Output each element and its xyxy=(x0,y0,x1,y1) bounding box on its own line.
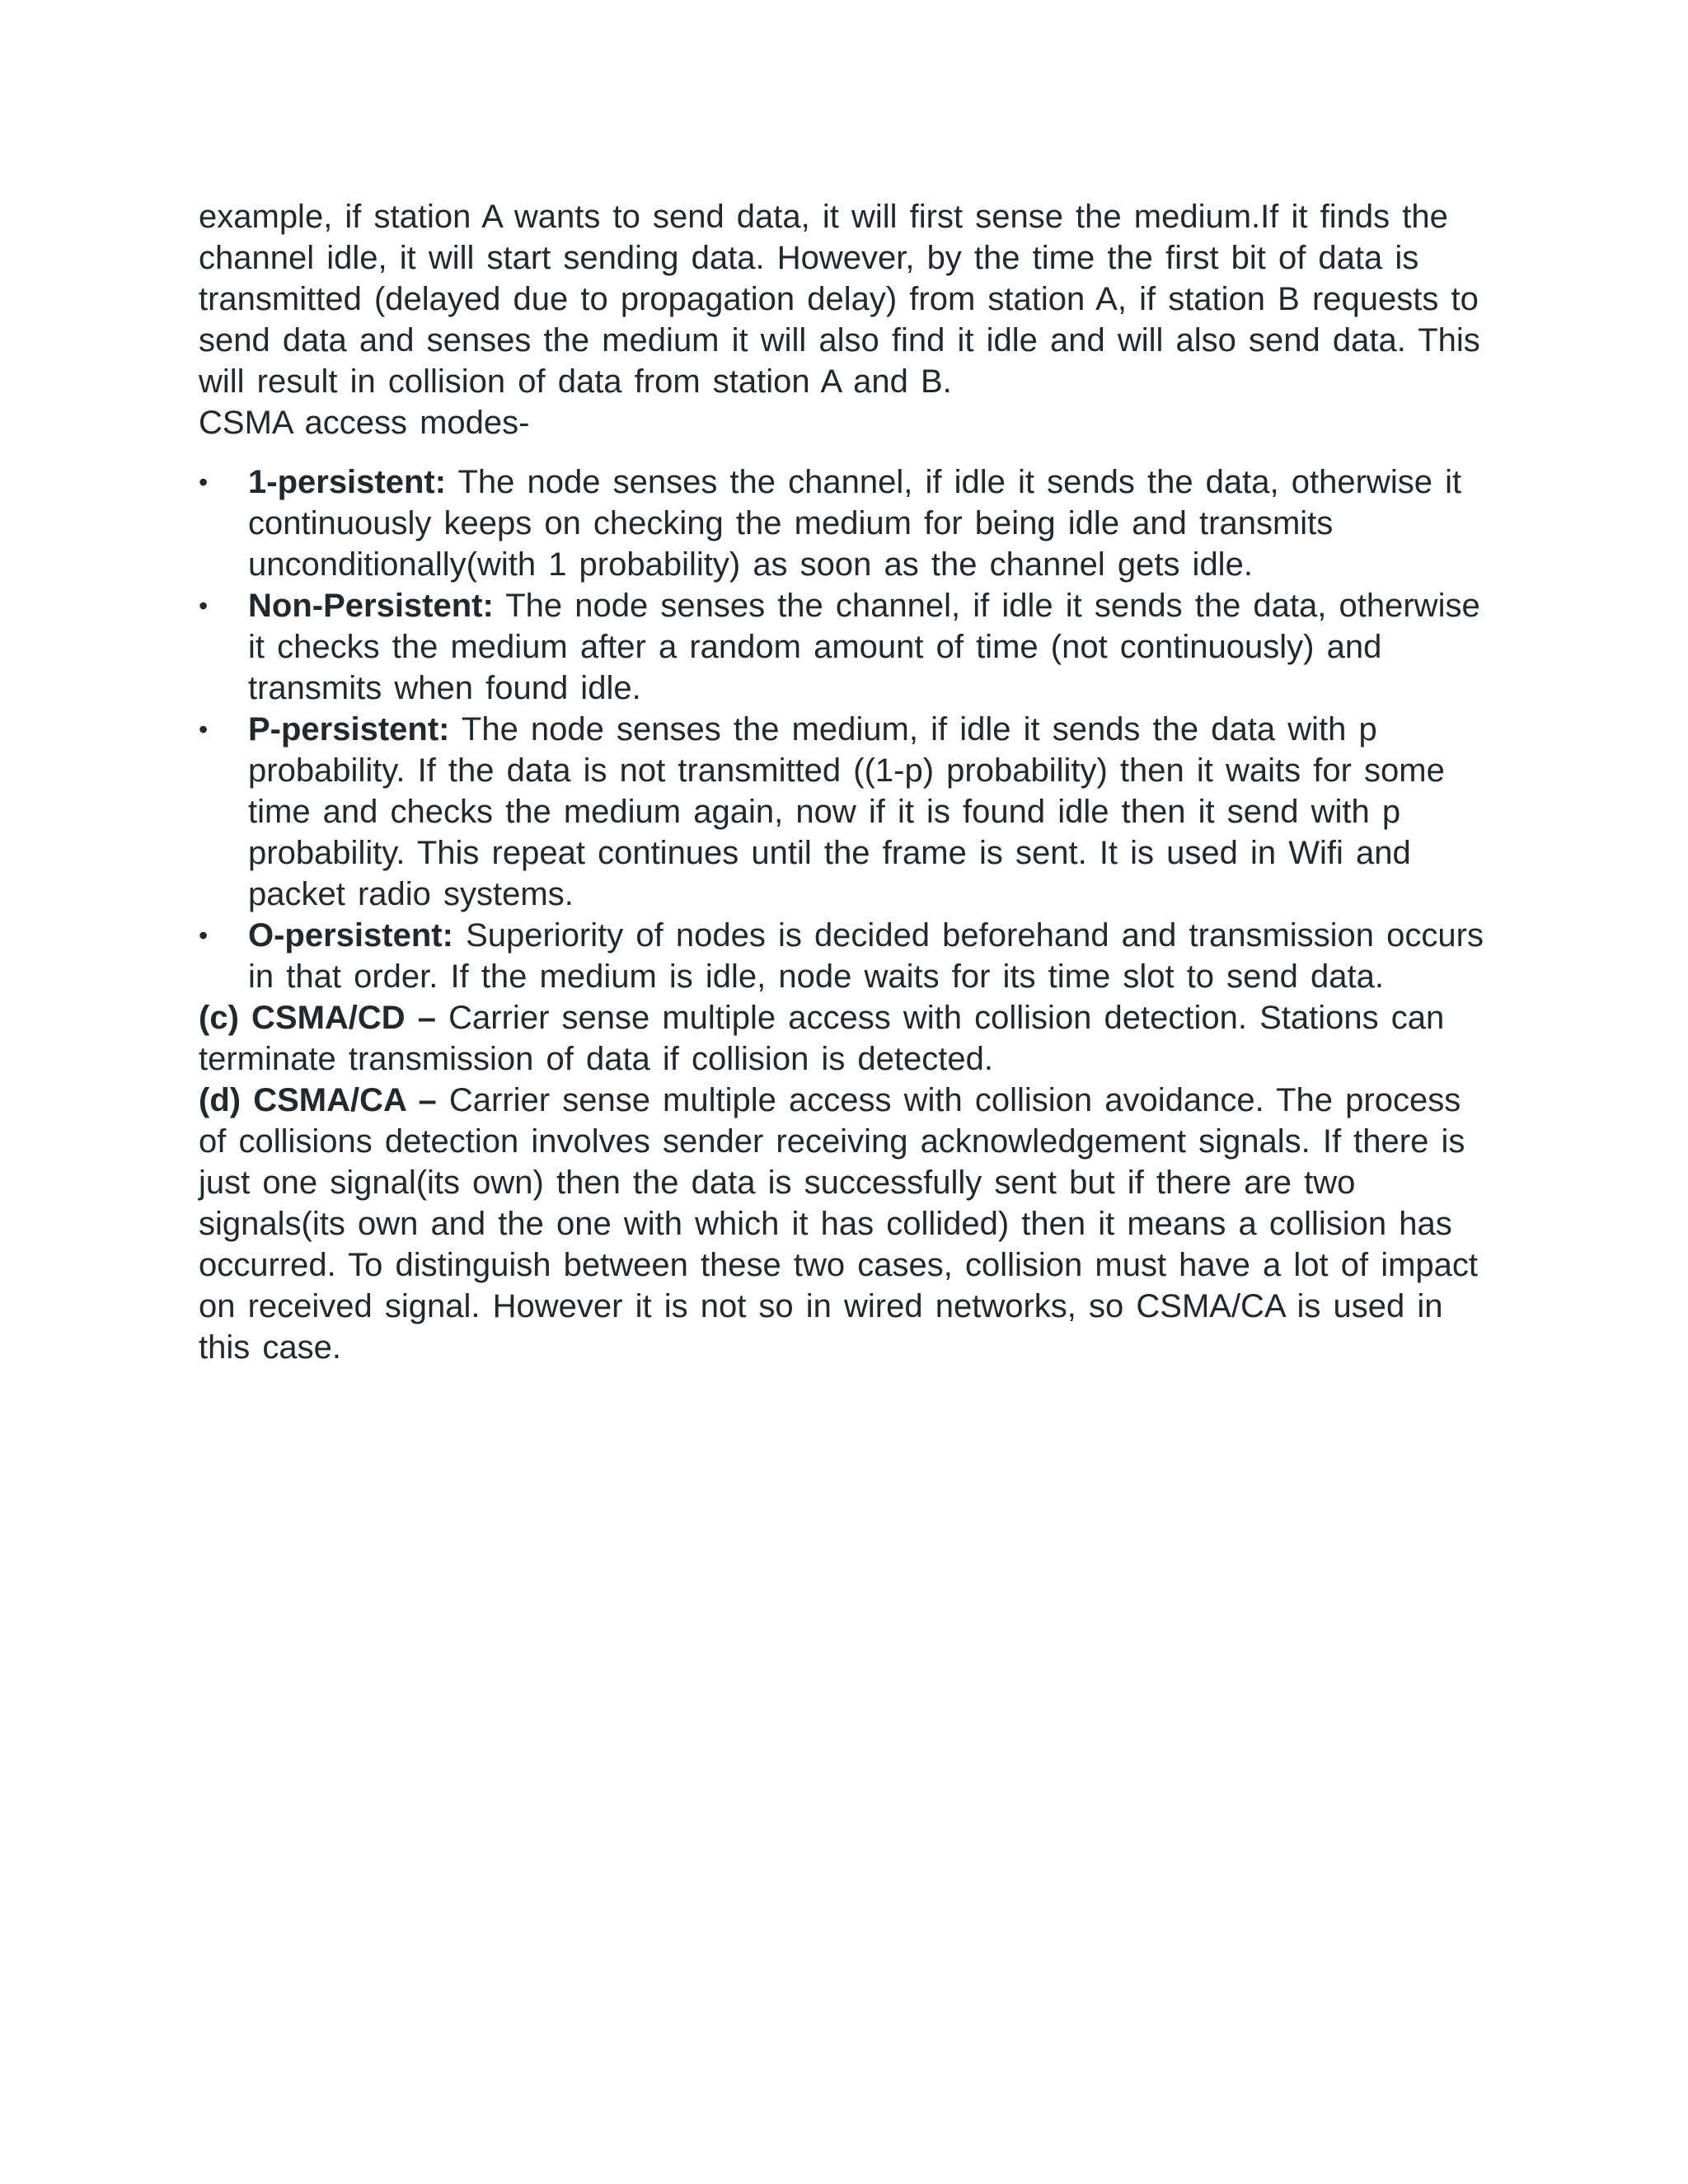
intro-text: example, if station A wants to send data, it will first sense the medium.If it finds the channel idle, it will start sending data. However, by the time the first bit of data is transmitted (delayed due to propagation delay) from station A, if station B requests to send data and senses the medium it will also find it idle and will also send data. This will result in collision of data from station A and B. xyxy=(199,199,1480,400)
intro-paragraph xyxy=(199,196,1484,402)
mode-term: P-persistent: xyxy=(248,711,450,748)
bullet-icon: • xyxy=(199,591,209,621)
csma-ca-heading: (d) CSMA/CA – xyxy=(199,1082,437,1118)
document-page xyxy=(199,196,1484,1368)
list-item xyxy=(199,709,1484,915)
mode-description: The node senses the medium, if idle it sends the data with p probability. If the data is not transmitted ((1-p) probability) then it waits for some time and checks the medium again, now if it is found idle then it send with p probability. This repeat continues until the frame is sent. It is used in Wifi and packet radio systems. xyxy=(248,711,1445,912)
mode-term: Non-Persistent: xyxy=(248,588,494,624)
mode-term: O-persistent: xyxy=(248,917,453,954)
csma-ca-text: Carrier sense multiple access with collision avoidance. The process of collisions detection involves sender receiving acknowledgement signals. If there is just one signal(its own) then the data is successfully sent but if there are two signals(its own and the one with which it has collided) then it means a collision has occurred. To distinguish between these two cases, collision must have a lot of impact on received signal. However it is not so in wired networks, so CSMA/CA is used in this case. xyxy=(199,1082,1479,1366)
list-item xyxy=(199,585,1484,709)
access-modes-list xyxy=(199,462,1484,997)
bullet-icon: • xyxy=(199,467,209,497)
mode-term: 1-persistent: xyxy=(248,464,447,500)
csma-cd-paragraph xyxy=(199,997,1484,1080)
list-item xyxy=(199,462,1484,585)
bullet-icon: • xyxy=(199,715,209,744)
bullet-icon: • xyxy=(199,921,209,950)
csma-cd-text: Carrier sense multiple access with collision detection. Stations can terminate transmission of data if collision is detected. xyxy=(199,1000,1445,1077)
csma-ca-paragraph xyxy=(199,1080,1484,1368)
csma-cd-heading: (c) CSMA/CD – xyxy=(199,1000,437,1036)
mode-description: The node senses the channel, if idle it sends the data, otherwise it continuously keeps on checking the medium for being idle and transmits unconditionally(with 1 probability) as soon as the channel gets idle. xyxy=(248,464,1462,583)
modes-heading-text: CSMA access modes- xyxy=(199,405,530,441)
list-item xyxy=(199,915,1484,997)
mode-description: Superiority of nodes is decided beforehand and transmission occurs in that order. If the medium is idle, node waits for its time slot to send data. xyxy=(248,917,1484,995)
modes-heading xyxy=(199,402,1484,443)
mode-description: The node senses the channel, if idle it sends the data, otherwise it checks the medium after a random amount of time (not continuously) and transmits when found idle. xyxy=(248,588,1480,706)
